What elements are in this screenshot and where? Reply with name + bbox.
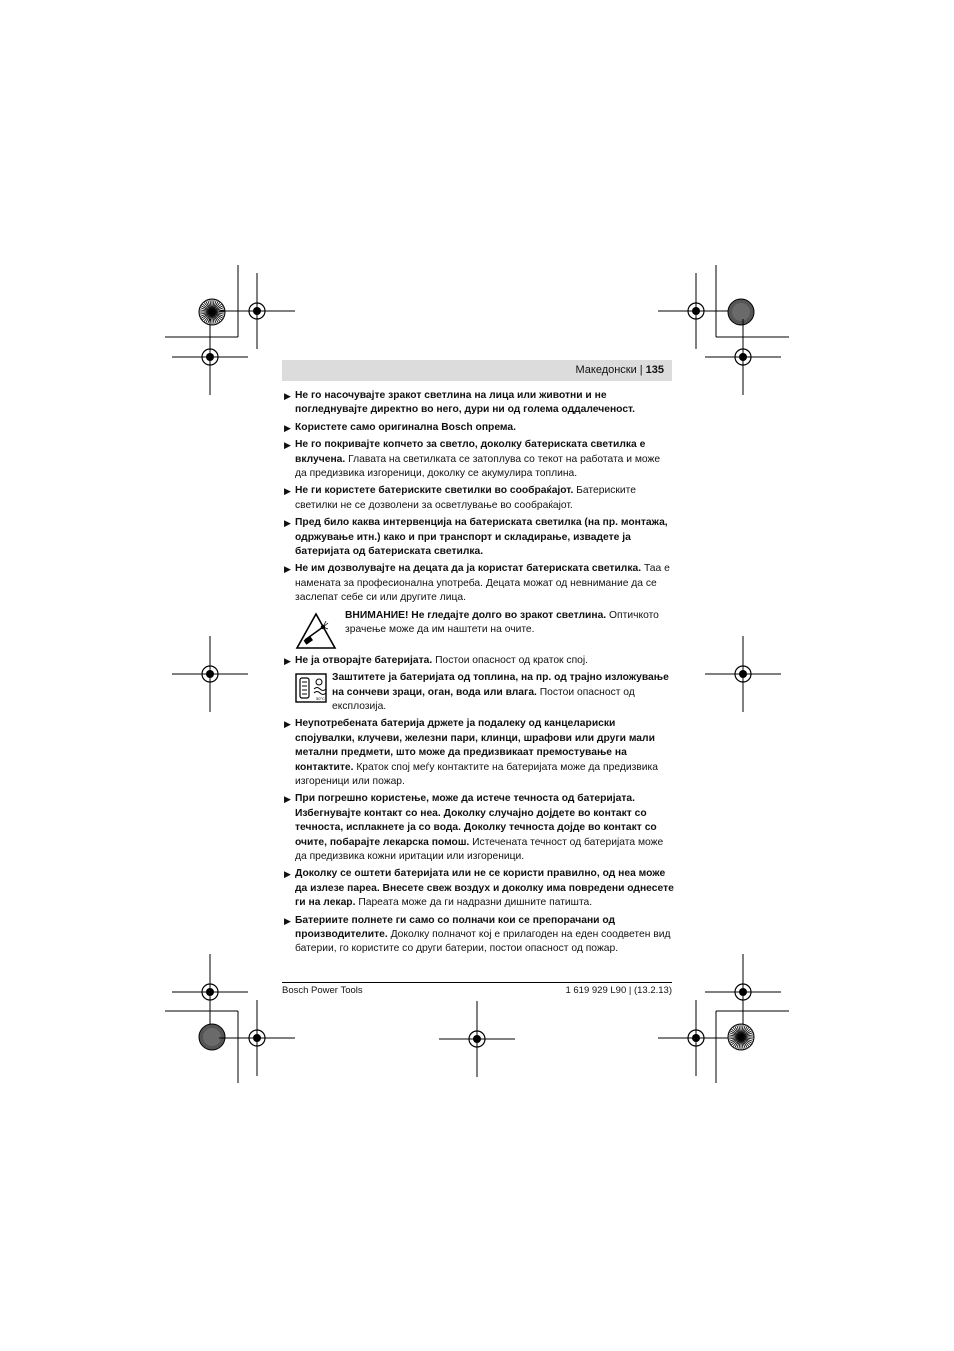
header-separator: | <box>639 364 643 376</box>
item-bold-text: При погрешно користење, може да истече течноста од батеријата. Избегнувајте контакт со неа. Доколку случајно дојдете во контакт со течноста, исплакнете ја со вода. Доколку течноста дојде во контакт со очите, побарајте лекарска помош. <box>295 793 657 848</box>
item-bold-text: Пред било каква интервенција на батериската светилка (на пр. монтажа, одржување итн.) како и при транспорт и складирање, извадете ја батеријата од батериската светилка. <box>295 517 668 558</box>
item-text <box>295 485 636 510</box>
bullet-arrow-icon: ▶ <box>284 518 291 529</box>
item-normal-text: Истечената течност од батеријата може да предизвика кожни иритации или изгореници. <box>295 836 664 862</box>
bullet-arrow-icon: ▶ <box>284 869 291 880</box>
item-normal-text: Постои опасност од краток спој. <box>432 654 589 666</box>
bullet-arrow-icon: ▶ <box>284 655 291 666</box>
bullet-item <box>284 421 674 435</box>
bullet-arrow-icon: ▶ <box>284 564 291 575</box>
item-text <box>295 439 660 479</box>
crosshair-dot <box>473 1035 481 1043</box>
item-text <box>295 915 670 955</box>
item-bold-text: Користете само оригинална Bosch опрема. <box>295 421 517 433</box>
item-text <box>345 610 659 635</box>
item-bold-text: Не го насочувајте зракот светлина на лица или животни и не погледнувајте директно во него, дури ни од голема оддалеченост. <box>295 390 636 416</box>
laser-warning-icon <box>295 612 337 655</box>
gray-disk-inner <box>732 303 750 321</box>
item-text <box>332 672 669 712</box>
bullet-arrow-icon: ▶ <box>284 440 291 451</box>
item-text <box>295 655 588 666</box>
bullet-item <box>284 516 674 559</box>
item-normal-text: Таа е намената за професионална употреба. Децата можат од невнимание да се заслепат себе си или другите лица. <box>295 563 670 604</box>
item-normal-text: Главата на светилката се затоплува со текот на работата и може да предизвика изгореници, доколку се акумулира топлина. <box>295 453 661 480</box>
bullet-arrow-icon: ▶ <box>284 719 291 730</box>
item-normal-text: Постои опасност од експлозија. <box>332 686 635 712</box>
safety-instructions <box>284 389 674 960</box>
heat-protection-icon <box>295 673 327 708</box>
warning-block <box>284 609 674 651</box>
svg-text:50°C: 50°C <box>316 696 325 702</box>
item-text <box>295 422 516 433</box>
item-normal-text: Краток спој меѓу контактите на батеријата може да предизвика изгореници или пожар. <box>295 761 658 787</box>
page-header <box>282 360 672 381</box>
crosshair-dot <box>206 988 214 996</box>
item-normal-text: Доколку полначот кој е прилагоден на еден соодветен вид батерии, го користите со други батерии, постои опасност од пожар. <box>295 929 671 955</box>
crosshair-dot <box>206 353 214 361</box>
bullet-arrow-icon: ▶ <box>284 486 291 497</box>
footer-brand: Bosch Power Tools <box>282 985 363 996</box>
bullet-arrow-icon: ▶ <box>284 422 291 433</box>
bullet-item <box>284 484 674 513</box>
crosshair-dot <box>692 307 700 315</box>
item-text <box>295 563 670 603</box>
item-bold-text: Неупотребената батерија држете ја подалеку од канцелариски спојувалки, клучеви, железни пари, клинци, шрафови или други мали метални предмети, што може да предизвикаат премостување на контактите. <box>295 718 655 773</box>
item-normal-text: Оптичкото зрачење може да им наштети на очите. <box>345 609 659 636</box>
crosshair-dot <box>739 670 747 678</box>
item-bold-text: Доколку се оштети батеријата или не се користи правилно, од неа може да излезе пареа. Внесете свеж воздух и доколку има повредени однесете ги на лекар. <box>295 868 674 909</box>
item-bold-text: Не го покривајте копчето за светло, доколку батериската светилка е вклучена. <box>295 439 646 465</box>
page-number: 135 <box>645 364 664 376</box>
footer-rule <box>282 982 672 983</box>
item-text <box>295 868 674 908</box>
bullet-item <box>284 792 674 864</box>
bullet-item <box>284 562 674 605</box>
crosshair-dot <box>739 353 747 361</box>
item-text <box>295 718 658 787</box>
bullet-item <box>284 438 674 481</box>
bullet-item <box>284 389 674 418</box>
bullet-arrow-icon: ▶ <box>284 391 291 401</box>
item-bold-text: Заштитете ја батеријата од топлина, на пр. од трајно изложување на сончеви зраци, оган, вода или влага. <box>332 672 669 698</box>
crosshair-dot <box>253 307 261 315</box>
footer-doc-number: 1 619 929 L90 | (13.2.13) <box>565 985 672 996</box>
crosshair-dot <box>692 1034 700 1042</box>
bullet-arrow-icon: ▶ <box>284 794 291 805</box>
item-bold-text: Не ја отворајте батеријата. <box>295 654 433 666</box>
item-text <box>295 517 668 557</box>
item-bold-text: Не им дозволувајте на децата да ја користат батериската светилка. <box>295 563 642 575</box>
item-bold-text: ВНИМАНИЕ! Не гледајте долго во зракот светлина. <box>345 609 607 621</box>
bullet-item <box>284 654 674 668</box>
crosshair-dot <box>206 670 214 678</box>
gray-disk-inner <box>203 1028 221 1046</box>
crosshair-dot <box>739 988 747 996</box>
item-text <box>295 793 663 862</box>
bullet-item <box>284 867 674 910</box>
item-text <box>295 390 635 415</box>
item-bold-text: Батериите полнете ги само со полначи кои се препорачани од производителите. <box>295 914 616 940</box>
bullet-item <box>284 914 674 957</box>
header-text <box>575 363 664 377</box>
warning-block <box>284 671 674 714</box>
bullet-item <box>284 717 674 789</box>
bullet-arrow-icon: ▶ <box>284 915 291 926</box>
item-normal-text: Батериските светилки не се дозволени за осветлување во сообраќајот. <box>295 485 636 511</box>
item-bold-text: Не ги користете батериските светилки во сообраќајот. <box>295 485 574 497</box>
crosshair-dot <box>253 1034 261 1042</box>
section-title: Македонски <box>575 364 637 376</box>
item-normal-text: Пареата може да ги надразни дишните патишта. <box>355 897 593 909</box>
